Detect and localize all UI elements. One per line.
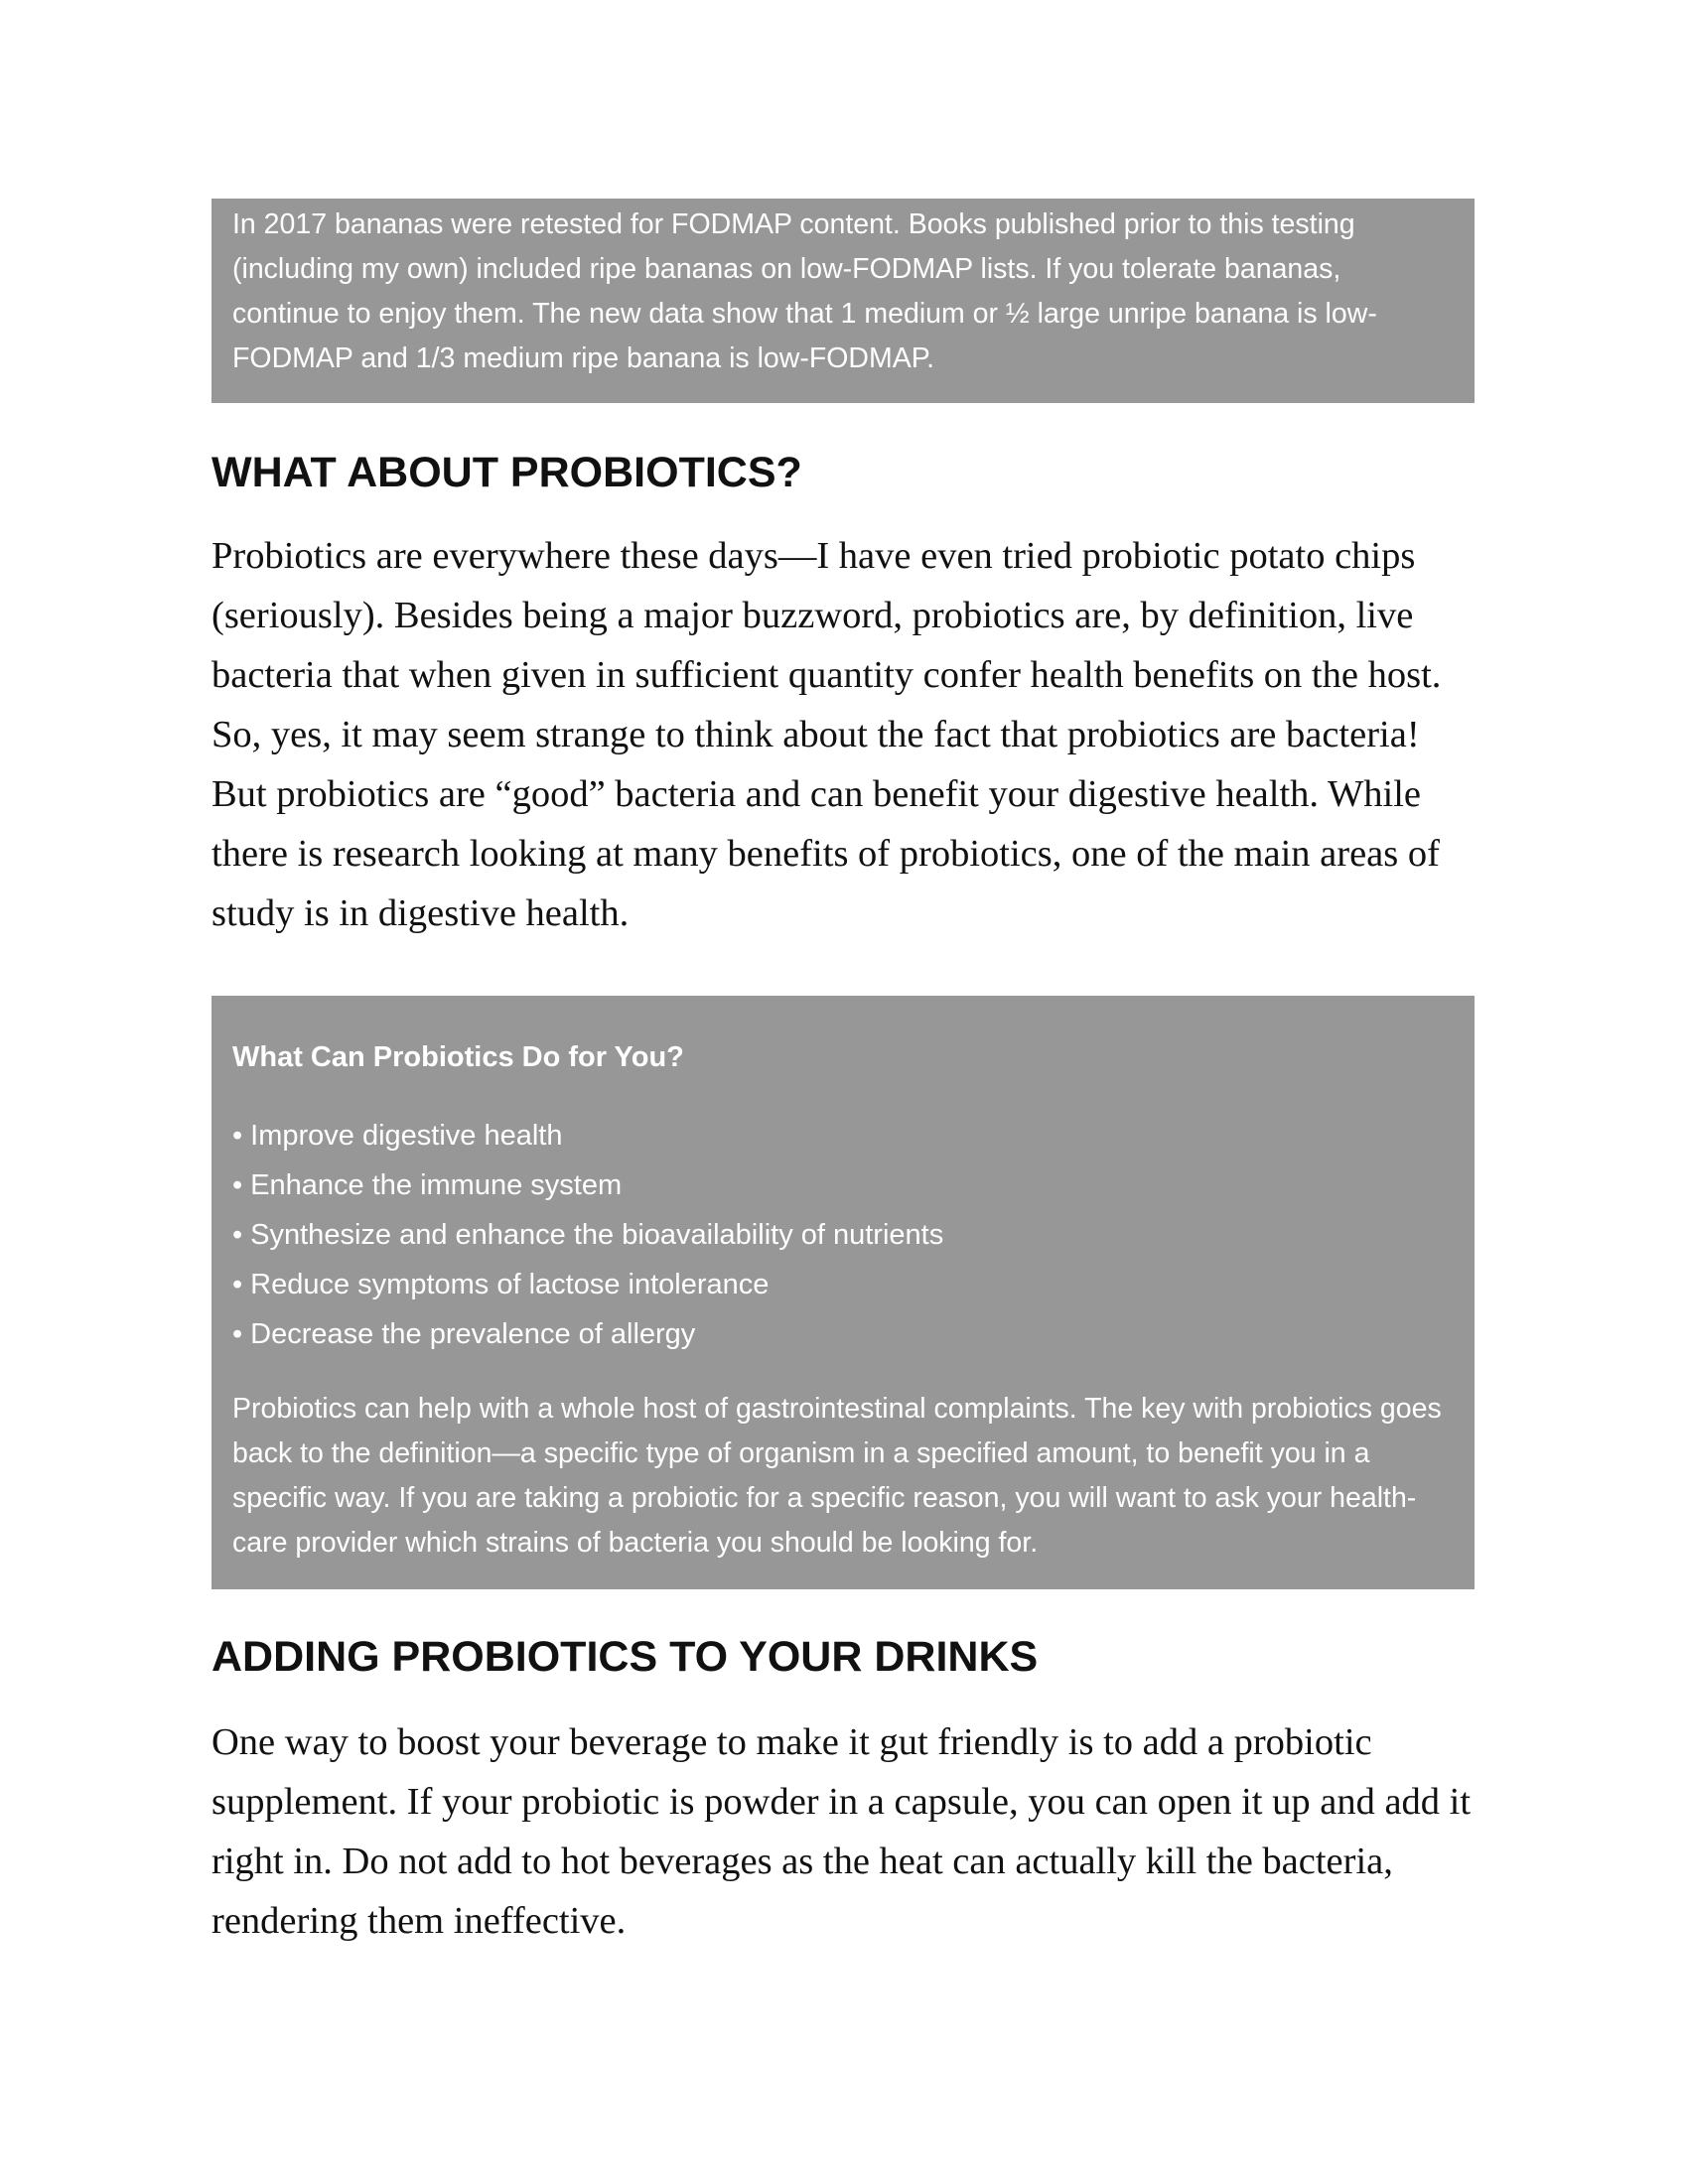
page-content bbox=[211, 199, 1475, 1951]
bullet-icon: • bbox=[232, 1318, 243, 1350]
bullet-icon: • bbox=[232, 1120, 243, 1152]
drinks-paragraph: One way to boost your beverage to make it gut friendly is to add a probiotic supplement. If your probiotic is powder in a capsule, you can open it up and add it right in. Do not add to hot beverages as the heat can actually kill the bacteria, rendering them ineffective. bbox=[211, 1721, 1472, 1942]
probiotics-paragraph: Probiotics are everywhere these days—I have even tried probiotic potato chips (seriously). Besides being a major buzzword, probiotics are, by definition, live bacteria that when given in sufficient quantity confer health benefits on the host. So, yes, it may seem strange to think about the fact that probiotics are bacteria! But probiotics are “good” bacteria and can benefit your digestive health. While there is research looking at many benefits of probiotics, one of the main areas of study is in digestive health. bbox=[211, 535, 1442, 934]
banana-note-box bbox=[211, 199, 1475, 403]
list-item bbox=[232, 1260, 1454, 1309]
banana-note-text: In 2017 bananas were retested for FODMAP content. Books published prior to this testing (including my own) included ripe bananas on low-FODMAP lists. If you tolerate bananas, continue to enjoy them. The new data show that 1 medium or ½ large unripe banana is low-FODMAP and 1/3 medium ripe banana is low-FODMAP. bbox=[232, 208, 1377, 374]
list-item-text: Decrease the prevalence of allergy bbox=[250, 1318, 696, 1350]
bullet-icon: • bbox=[232, 1169, 243, 1201]
list-item bbox=[232, 1309, 1454, 1359]
probiotics-heading: WHAT ABOUT PROBIOTICS? bbox=[211, 449, 802, 496]
list-item-text: Improve digestive health bbox=[250, 1120, 563, 1152]
bullet-icon: • bbox=[232, 1219, 243, 1251]
list-item-text: Enhance the immune system bbox=[250, 1169, 623, 1201]
probiotics-info-box bbox=[211, 996, 1475, 1589]
list-item bbox=[232, 1111, 1454, 1160]
list-item-text: Synthesize and enhance the bioavailability of nutrients bbox=[250, 1219, 944, 1251]
list-item-text: Reduce symptoms of lactose intolerance bbox=[250, 1269, 770, 1300]
info-box-text: Probiotics can help with a whole host of gastrointestinal complaints. The key with probiotics goes back to the definition—a specific type of organism in a specified amount, to benefit you in a specific way. If you are taking a probiotic for a specific reason, you will want to ask your health-care provider which strains of bacteria you should be looking for. bbox=[232, 1393, 1442, 1559]
info-box-title: What Can Probiotics Do for You? bbox=[232, 1041, 684, 1073]
drinks-heading: ADDING PROBIOTICS TO YOUR DRINKS bbox=[211, 1633, 1039, 1681]
list-item bbox=[232, 1210, 1454, 1260]
bullet-icon: • bbox=[232, 1269, 243, 1300]
benefit-list bbox=[232, 1111, 1454, 1359]
list-item bbox=[232, 1160, 1454, 1210]
